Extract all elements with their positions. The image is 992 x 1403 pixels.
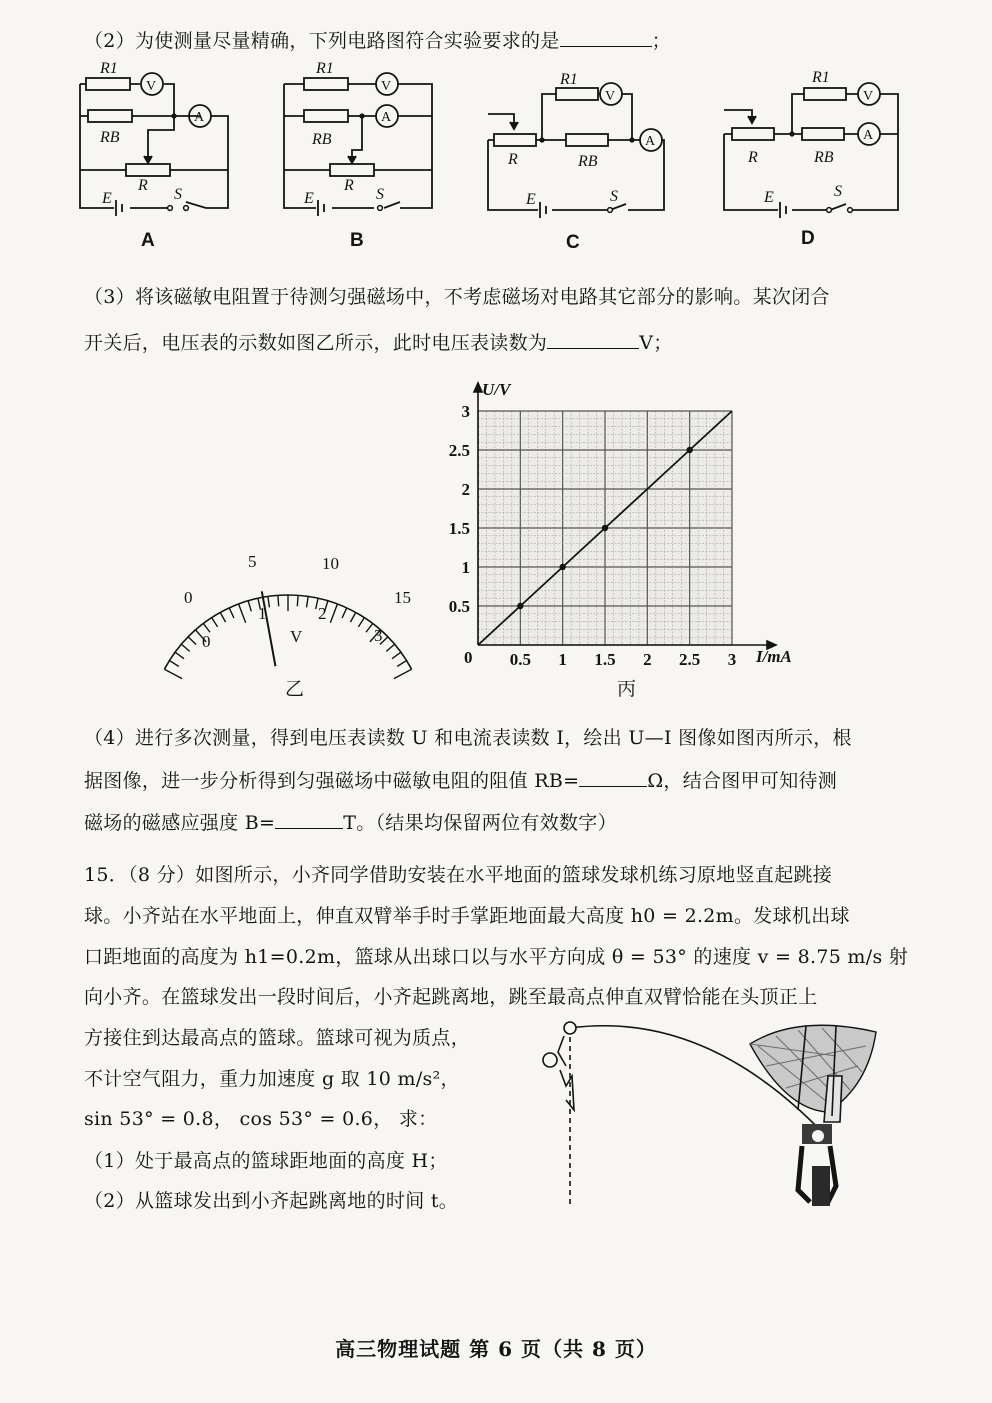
q15-line-3: 口距地面的高度为 h1=0.2m，篮球从出球口以与水平方向成 θ = 53° 的速度 v = 8.75 m/s 射 — [84, 946, 909, 968]
svg-text:R1: R1 — [812, 69, 830, 86]
q4-rb-blank[interactable] — [579, 768, 647, 787]
q2-answer-blank[interactable] — [560, 28, 652, 47]
q15-line-7: sin 53° = 0.8， cos 53° = 0.6， 求： — [84, 1108, 438, 1130]
meter-tick — [169, 661, 178, 667]
player-figure — [750, 1025, 876, 1206]
meter-tick — [397, 661, 406, 667]
meter-tick — [175, 652, 184, 659]
data-point — [559, 564, 565, 570]
meter-tick — [358, 618, 364, 627]
q3-line-1: （3）将该磁敏电阻置于待测匀强磁场中，不考虑磁场对电路其它部分的影响。某次闭合 — [84, 286, 830, 308]
y-tick-label: 1 — [461, 558, 470, 577]
circuit-d — [722, 70, 902, 220]
x-tick-label: 3 — [727, 650, 737, 669]
svg-text:S: S — [376, 186, 384, 203]
q4-b-blank[interactable] — [275, 810, 343, 829]
svg-text:V: V — [146, 79, 157, 94]
circuit-a — [78, 60, 238, 220]
svg-text:R1: R1 — [316, 60, 334, 77]
x-tick-label: 0.5 — [509, 650, 531, 669]
meter-tick — [366, 623, 373, 632]
option-d-label[interactable]: D — [801, 228, 815, 249]
svg-text:A: A — [381, 110, 392, 125]
svg-text:R1: R1 — [560, 71, 578, 88]
chart-y-label: U/V — [482, 380, 511, 399]
data-point — [517, 603, 523, 609]
option-a-label[interactable]: A — [141, 230, 155, 251]
x-tick-label: 2 — [643, 650, 652, 669]
svg-text:S: S — [174, 186, 182, 203]
q15-line-6: 不计空气阻力，重力加速度 g 取 10 m/s²， — [84, 1068, 460, 1090]
svg-text:RB: RB — [100, 129, 120, 146]
meter-tick — [386, 644, 394, 651]
q15-sub-1: （1）处于最高点的篮球距地面的高度 H； — [84, 1150, 448, 1172]
x-tick-label: 1 — [558, 650, 567, 669]
q15-line-5: 方接住到达最高点的篮球。篮球可视为质点， — [84, 1027, 471, 1049]
svg-text:R: R — [138, 177, 148, 194]
data-point — [602, 525, 608, 531]
circuit-c — [486, 70, 666, 220]
basketball-illustration — [536, 1016, 886, 1210]
q4-line-3: 磁场的磁感应强度 B= T。（结果均保留两位有效数字） — [84, 812, 617, 834]
meter-tick — [212, 618, 218, 627]
circuit-b — [282, 60, 442, 220]
q3-answer-blank[interactable] — [547, 330, 639, 349]
y-tick-label: 2.5 — [448, 441, 470, 460]
chart-x-label: I/mA — [756, 647, 792, 666]
meter-upper-10: 10 — [322, 554, 339, 573]
meter-tick — [248, 601, 251, 612]
meter-tick — [330, 604, 337, 623]
svg-text:R: R — [508, 151, 518, 168]
meter-upper-0: 0 — [184, 588, 193, 607]
meter-tick — [268, 596, 270, 607]
q15-line-2: 球。小齐站在水平地面上，伸直双臂举手时手掌距地面最大高度 h0 = 2.2m。发球机出球 — [84, 905, 850, 927]
page-footer: 高三物理试题 第 6 页（共 8 页） — [335, 1337, 657, 1361]
q15-sub-2: （2）从篮球发出到小齐起跳离地的时间 t。 — [84, 1190, 459, 1212]
chart-caption: 丙 — [617, 678, 637, 700]
svg-text:E: E — [764, 189, 774, 206]
meter-tick — [220, 612, 225, 622]
svg-text:E: E — [102, 190, 112, 207]
meter-tick — [181, 644, 189, 651]
option-b-label[interactable]: B — [350, 230, 364, 251]
meter-tick — [188, 637, 196, 645]
meter-caption: 乙 — [285, 678, 305, 700]
meter-tick — [297, 595, 298, 606]
ui-chart — [430, 375, 800, 675]
meter-tick — [164, 669, 182, 678]
x-tick-label: 2.5 — [679, 650, 701, 669]
meter-unit: V — [290, 627, 303, 646]
y-tick-label: 3 — [461, 402, 470, 421]
svg-text:E: E — [526, 191, 536, 208]
meter-tick — [203, 623, 210, 632]
svg-text:S: S — [834, 183, 842, 200]
tick-origin: 0 — [464, 648, 473, 667]
y-tick-label: 0.5 — [448, 597, 470, 616]
svg-text:V: V — [863, 89, 874, 104]
y-tick-label: 1.5 — [448, 519, 470, 538]
data-point — [686, 447, 692, 453]
meter-tick — [229, 608, 234, 618]
q15-line-4: 向小齐。在篮球发出一段时间后，小齐起跳离地，跳至最高点伸直双臂恰能在头顶正上 — [84, 986, 818, 1008]
meter-tick — [394, 669, 412, 678]
svg-text:S: S — [610, 188, 618, 205]
meter-tick — [278, 595, 279, 606]
svg-text:R: R — [344, 177, 354, 194]
meter-tick — [342, 608, 347, 618]
meter-lower-0: 0 — [202, 632, 211, 651]
q3-line-2: 开关后，电压表的示数如图乙所示，此时电压表读数为 V； — [84, 332, 673, 354]
y-tick-label: 2 — [461, 480, 470, 499]
option-c-label[interactable]: C — [566, 232, 580, 253]
q4-line-1: （4）进行多次测量，得到电压表读数 U 和电流表读数 I，绘出 U—I 图像如图丙所示，根 — [84, 727, 852, 749]
svg-text:A: A — [645, 134, 656, 149]
meter-lower-3: 3 — [374, 626, 383, 645]
svg-text:R: R — [748, 149, 758, 166]
svg-text:A: A — [194, 110, 205, 125]
x-tick-label: 1.5 — [594, 650, 616, 669]
meter-tick — [392, 652, 401, 659]
svg-text:RB: RB — [814, 149, 834, 166]
q4-line-2: 据图像，进一步分析得到匀强磁场中磁敏电阻的阻值 RB= Ω，结合图甲可知待测 — [84, 770, 838, 792]
q2-prompt: （2）为使测量尽量精确，下列电路图符合实验要求的是 ； — [84, 30, 671, 52]
svg-text:R1: R1 — [100, 60, 118, 77]
meter-tick — [307, 596, 309, 607]
svg-text:RB: RB — [578, 153, 598, 170]
svg-text:V: V — [605, 89, 616, 104]
meter-tick — [239, 604, 246, 623]
svg-text:E: E — [304, 190, 314, 207]
meter-upper-5: 5 — [248, 552, 257, 571]
meter-lower-2: 2 — [318, 604, 327, 623]
meter-upper-15: 15 — [394, 588, 411, 607]
meter-tick — [350, 612, 355, 622]
q15-line-1: 15．（8 分）如图所示，小齐同学借助安装在水平地面的篮球发球机练习原地竖直起跳接 — [84, 864, 833, 886]
meter-lower-1: 1 — [258, 604, 267, 623]
svg-text:A: A — [863, 128, 874, 143]
svg-text:RB: RB — [312, 131, 332, 148]
svg-text:V: V — [381, 79, 392, 94]
